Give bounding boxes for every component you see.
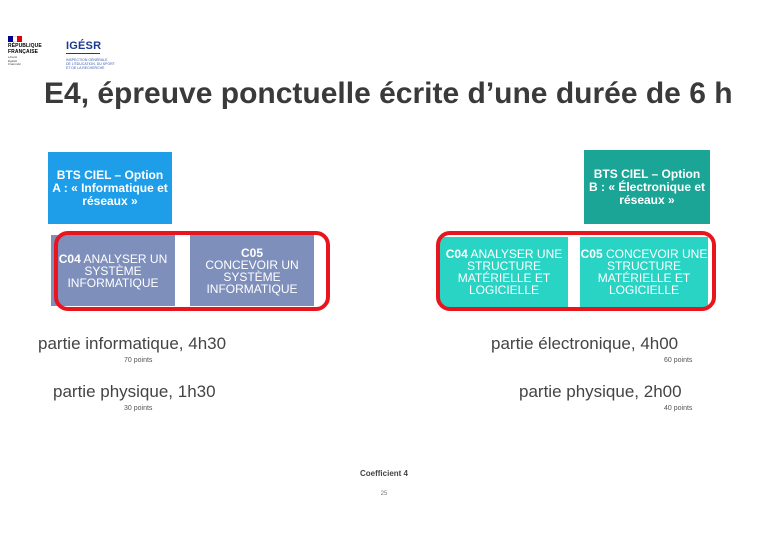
competence-code: C04: [58, 251, 81, 266]
igesr-sub-2: DE L'ÉDUCATION, DU SPORT: [66, 62, 115, 66]
part-a-informatique: partie informatique, 4h30: [38, 334, 227, 353]
option-b-label: BTS CIEL – Option B : « Électronique et réseaux »: [588, 166, 706, 207]
competence-text: ANALYSER UN SYSTÈME INFORMATIQUE: [67, 251, 168, 290]
page-number: 25: [380, 491, 388, 497]
competence-text: ANALYSER UNE STRUCTURE MATÉRIELLE ET LOGICIELLE: [457, 247, 563, 297]
coefficient: Coefficient 4: [359, 469, 408, 478]
points-a-physique: 30 points: [124, 405, 153, 412]
points-b-physique: 40 points: [664, 405, 693, 412]
rf-motto-2: Égalité: [8, 58, 18, 63]
rf-motto-1: Liberté: [8, 55, 18, 59]
points-b-electronique: 60 points: [664, 357, 693, 364]
option-a-label: BTS CIEL – Option A : « Informatique et réseaux »: [52, 167, 168, 208]
competence-code: C05: [580, 247, 603, 261]
igesr-subtitle: [66, 58, 146, 70]
part-b-physique: partie physique, 2h00: [519, 382, 682, 401]
competence-code: C05: [240, 245, 263, 260]
highlight-ring-a: [54, 231, 330, 311]
page-title: E4, épreuve ponctuelle écrite d’une durée de 6 h: [44, 77, 733, 110]
igesr-title: IGÉSR: [66, 40, 102, 52]
competence-text: CONCEVOIR UNE STRUCTURE MATÉRIELLE ET LOGICIELLE: [597, 247, 708, 297]
igesr-underline: [66, 53, 100, 54]
igesr-logo: [66, 40, 146, 70]
republique-francaise-logo: [8, 36, 60, 67]
part-a-physique: partie physique, 1h30: [53, 382, 216, 401]
igesr-sub-1: INSPECTION GÉNÉRALE: [66, 58, 108, 62]
rf-line-2: FRANÇAISE: [8, 48, 39, 55]
french-flag-icon: [8, 36, 22, 42]
rf-motto: [8, 56, 60, 67]
highlight-ring-b: [436, 231, 716, 311]
rf-line-1: RÉPUBLIQUE: [8, 43, 42, 49]
part-b-electronique: partie électronique, 4h00: [491, 334, 679, 353]
option-b-box: [584, 150, 710, 224]
rf-motto-3: Fraternité: [8, 62, 21, 66]
option-a-box: [48, 152, 172, 224]
competence-code: C04: [445, 247, 468, 261]
igesr-sub-3: ET DE LA RECHERCHE: [66, 66, 105, 70]
competence-text: CONCEVOIR UN SYSTÈME INFORMATIQUE: [205, 257, 299, 296]
points-a-informatique: 70 points: [124, 357, 153, 364]
